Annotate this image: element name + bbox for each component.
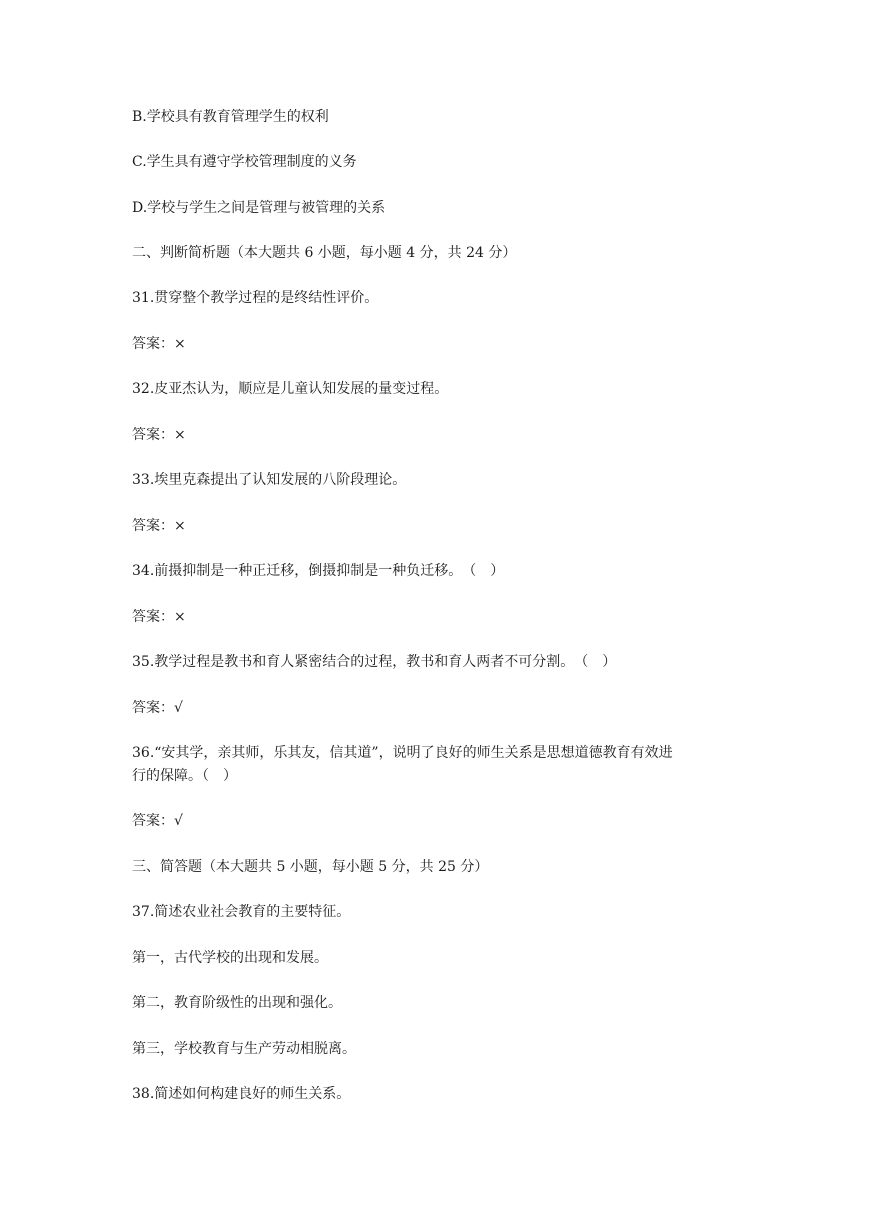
answer-37-point-1: 第一，古代学校的出现和发展。: [132, 950, 328, 966]
question-37: 37.简述农业社会教育的主要特征。: [132, 904, 351, 920]
question-32: 32.皮亚杰认为，顺应是儿童认知发展的量变过程。: [132, 381, 449, 397]
question-35: 35.教学过程是教书和育人紧密结合的过程，教书和育人两者不可分割。 （ ）: [132, 654, 617, 670]
answer-37-point-2: 第二，教育阶级性的出现和强化。: [132, 995, 342, 1011]
section-heading-short-answer: 三、简答题（本大题共 5 小题，每小题 5 分，共 25 分）: [132, 859, 489, 875]
question-31: 31.贯穿整个教学过程的是终结性评价。: [132, 290, 379, 306]
question-36-line-1: 36.“安其学，亲其师，乐其友，信其道”，说明了良好的师生关系是思想道德教育有效进: [132, 745, 673, 761]
question-38: 38.简述如何构建良好的师生关系。: [132, 1086, 351, 1102]
option-b: B.学校具有教育管理学生的权利: [132, 109, 329, 125]
option-c: C.学生具有遵守学校管理制度的义务: [132, 154, 357, 170]
answer-33: 答案：×: [132, 518, 186, 534]
answer-34: 答案：×: [132, 609, 186, 625]
answer-32: 答案：×: [132, 427, 186, 443]
answer-31: 答案：×: [132, 336, 186, 352]
question-36-line-2: 行的保障。（ ）: [132, 768, 237, 784]
option-d: D.学校与学生之间是管理与被管理的关系: [132, 200, 386, 216]
answer-37-point-3: 第三，学校教育与生产劳动相脱离。: [132, 1041, 356, 1057]
answer-36: 答案：√: [132, 813, 183, 829]
section-heading-judgment: 二、判断简析题（本大题共 6 小题，每小题 4 分，共 24 分）: [132, 245, 517, 261]
question-33: 33.埃里克森提出了认知发展的八阶段理论。: [132, 472, 407, 488]
answer-35: 答案：√: [132, 700, 183, 716]
question-34: 34.前摄抑制是一种正迁移，倒摄抑制是一种负迁移。 （ ）: [132, 563, 505, 579]
